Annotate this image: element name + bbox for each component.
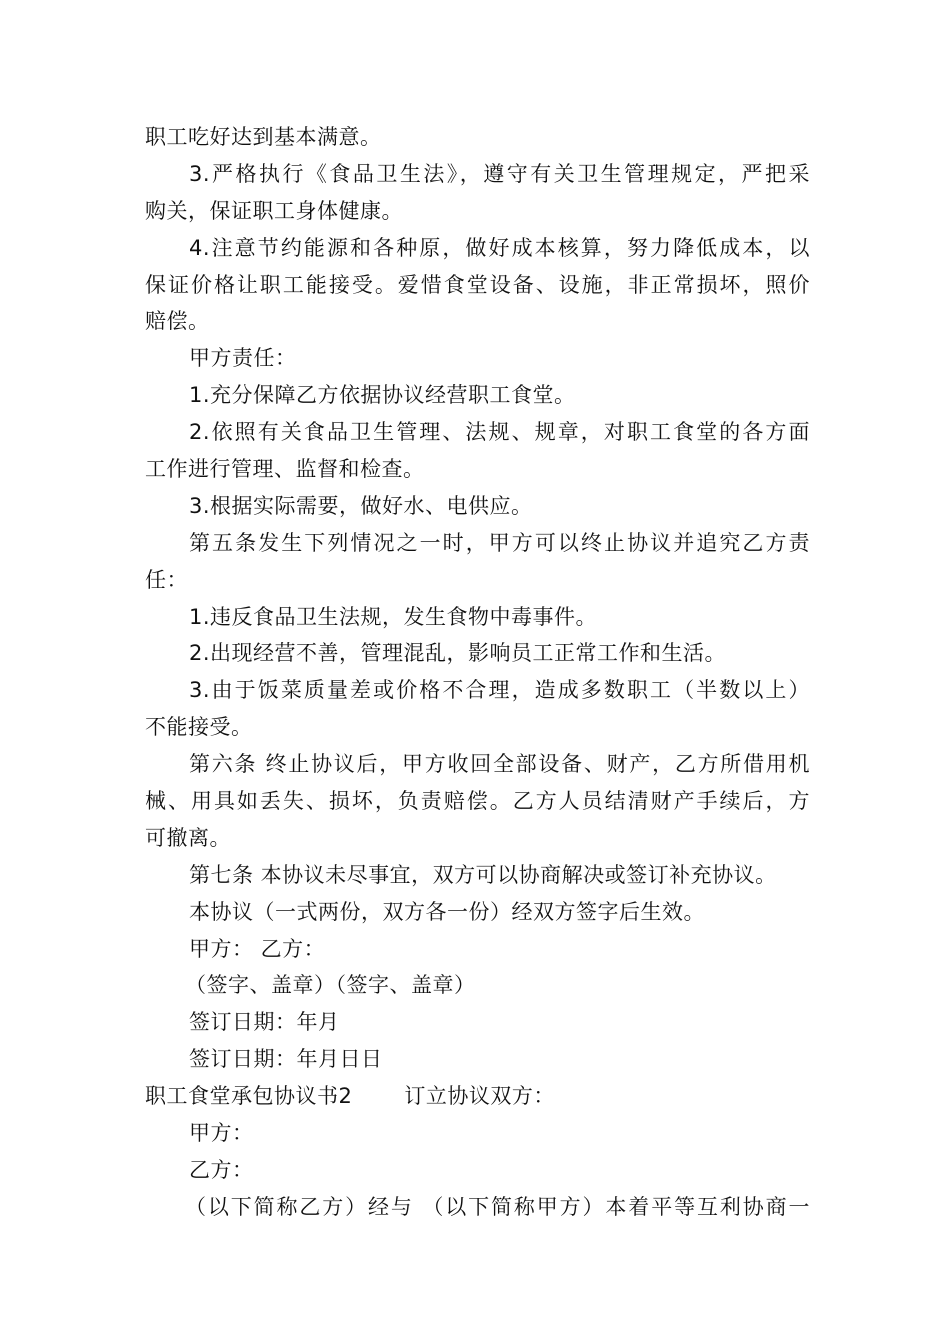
text-line: 1.违反食品卫生法规，发生食物中毒事件。 [189, 604, 598, 629]
text-line: 械、用具如丢失、损坏，负责赔偿。乙方人员结清财产手续后，方 [145, 789, 810, 814]
document-title: 职工食堂承包协议书2 [145, 1084, 353, 1109]
section-heading: 甲方责任： [189, 346, 297, 371]
text-line: 赔偿。 [145, 309, 210, 334]
text-line: 2.出现经营不善，管理混乱，影响员工正常工作和生活。 [189, 641, 727, 666]
clause-heading: 第五条发生下列情况之一时，甲方可以终止协议并追究乙方责 [189, 530, 810, 555]
text-line: 购关，保证职工身体健康。 [145, 198, 403, 223]
text-line: 4.注意节约能源和各种原，做好成本核算，努力降低成本，以 [189, 235, 810, 260]
party-a-line: 甲方： [189, 1121, 254, 1146]
text-line: （以下简称乙方）经与 （以下简称甲方）本着平等互利协商一 [185, 1194, 810, 1219]
text-line: 本协议（一式两份，双方各一份）经双方签字后生效。 [189, 899, 705, 924]
document-body [145, 119, 810, 1226]
text-line: 2.依照有关食品卫生管理、法规、规章，对职工食堂的各方面 [189, 420, 810, 445]
party-b-line: 乙方： [189, 1157, 254, 1182]
text-line: 职工吃好达到基本满意。 [145, 125, 382, 149]
sign-date-line: 签订日期：年月 [189, 1010, 340, 1035]
text-line: 保证价格让职工能接受。爱惜食堂设备、设施，非正常损坏，照价 [145, 272, 810, 297]
text-line: 可撤离。 [145, 825, 231, 850]
text-line: 3.根据实际需要，做好水、电供应。 [189, 493, 533, 518]
text-line: 工作进行管理、监督和检查。 [145, 457, 425, 482]
document-title-line [145, 1078, 810, 1115]
signature-stamp-line: （签字、盖章）（签字、盖章） [185, 973, 476, 998]
text-line: 任： [145, 567, 188, 592]
text-line: 3.严格执行《食品卫生法》，遵守有关卫生管理规定，严把采 [189, 161, 810, 186]
text-line: 1.充分保障乙方依据协议经营职工食堂。 [189, 383, 576, 408]
signature-parties: 甲方： 乙方： [189, 936, 326, 961]
clause-heading: 第六条 终止协议后，甲方收回全部设备、财产，乙方所借用机 [189, 752, 810, 777]
sign-date-line: 签订日期：年月日日 [189, 1047, 383, 1072]
parties-heading: 订立协议双方： [404, 1084, 555, 1109]
text-line: 不能接受。 [145, 715, 253, 740]
text-line: 3.由于饭菜质量差或价格不合理，造成多数职工（半数以上） [189, 678, 810, 703]
clause-heading: 第七条 本协议未尽事宜，双方可以协商解决或签订补充协议。 [189, 862, 777, 887]
